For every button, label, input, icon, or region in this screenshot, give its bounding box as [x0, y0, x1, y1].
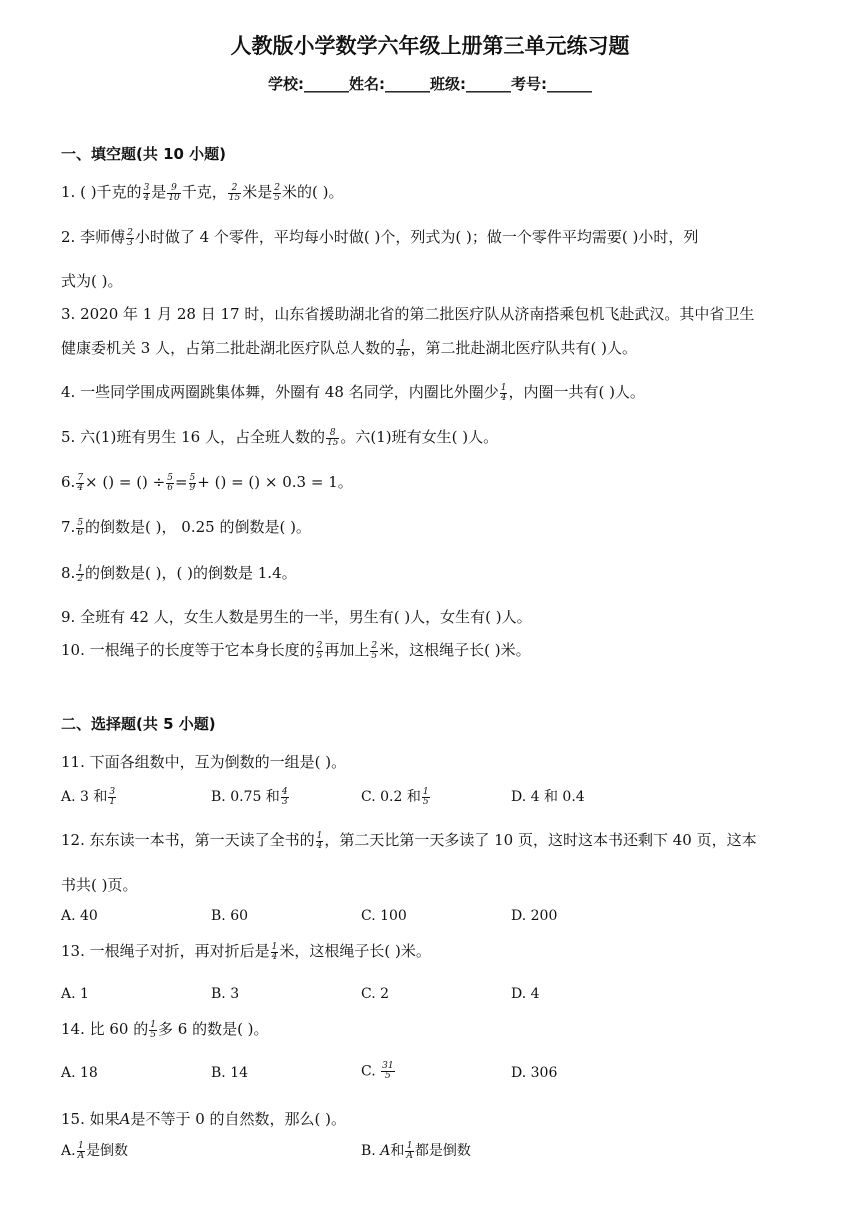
fraction: $\frac{8}{15}$: [326, 427, 339, 448]
question-12-continued: 书共( )页。: [61, 876, 138, 894]
question-2: 2. 李师傅 $\frac{2}{3}$ 小时做了 4 个零件，平均每小时做( )个，列式为( )；做一个零件平均需要( )小时，列: [61, 227, 699, 248]
q11-option-a: A. 3 和 $\frac{3}{1}$: [61, 786, 116, 807]
fraction: $\frac{1}{2}$: [77, 563, 84, 584]
question-14: 14. 比 60 的 $\frac{1}{5}$ 多 6 的数是( )。: [61, 1019, 269, 1040]
fraction: $\frac{1}{5}$: [422, 786, 429, 807]
fraction: $\frac{5}{9}$: [189, 472, 196, 493]
section-fill-in-title: 一、填空题(共 10 小题): [61, 145, 227, 163]
fraction: $\frac{1}{4}$: [500, 382, 507, 403]
fraction: $\frac{2}{5}$: [371, 640, 378, 661]
question-12: 12. 东东读一本书，第一天读了全书的 $\frac{1}{4}$ ，第二天比第一天多读了 10 页，这时这本书还剩下 40 页，这本: [61, 830, 757, 851]
fraction: $\frac{1}{46}$: [397, 338, 409, 359]
q12-option-d: D. 200: [511, 908, 558, 924]
question-10: 10. 一根绳子的长度等于它本身长度的 $\frac{2}{5}$ 再加上 $\frac{2}{5}$ 米，这根绳子长( )米。: [61, 640, 531, 661]
page-title: 人教版小学数学六年级上册第三单元练习题: [230, 34, 630, 58]
q14-option-c: C. $\frac{31}{5}$: [361, 1061, 394, 1081]
q13-option-d: D. 4: [511, 986, 540, 1002]
question-1: 1. ( )千克的 $\frac{3}{4}$ 是 $\frac{9}{10}$ 千克， $\frac{2}{15}$ 米是 $\frac{2}{5}$ 米的( )。: [61, 182, 344, 203]
question-3-continued: 健康委机关 3 人，占第二批赴湖北医疗队总人数的 $\frac{1}{46}$ ，第二批赴湖北医疗队共有( )人。: [61, 338, 638, 359]
q11-option-c: C. 0.2 和 $\frac{1}{5}$: [361, 786, 429, 807]
q13-option-b: B. 3: [211, 986, 240, 1002]
fraction: $\frac{7}{4}$: [77, 472, 84, 493]
section-choice-title: 二、选择题(共 5 小题): [61, 715, 216, 733]
question-6: 6. $\frac{7}{4}$ × () = () ÷ $\frac{5}{6}$ = $\frac{5}{9}$ + () = () × 0.3 = 1。: [61, 472, 353, 493]
fraction: $\frac{31}{5}$: [382, 1061, 394, 1081]
fraction: $\frac{1}{4}$: [271, 941, 278, 962]
question-5: 5. 六(1)班有男生 16 人，占全班人数的 $\frac{8}{15}$ 。六(1)班有女生( )人。: [61, 427, 499, 448]
fraction: $\frac{1}{A}$: [406, 1140, 413, 1161]
fraction: $\frac{1}{4}$: [316, 830, 323, 851]
q14-option-a: A. 18: [61, 1065, 98, 1081]
q12-option-c: C. 100: [361, 908, 407, 924]
question-4: 4. 一些同学围成两圈跳集体舞，外圈有 48 名同学，内圈比外圈少 $\frac{1}{4}$ ，内圈一共有( )人。: [61, 382, 645, 403]
q14-option-b: B. 14: [211, 1065, 249, 1081]
fraction: $\frac{1}{A}$: [77, 1140, 85, 1161]
q13-option-a: A. 1: [61, 986, 89, 1002]
fraction: $\frac{9}{10}$: [168, 182, 180, 203]
fraction: $\frac{3}{1}$: [109, 786, 116, 807]
student-info-line: 学校:______姓名:______班级:______考号:______: [268, 75, 592, 93]
q13-option-c: C. 2: [361, 986, 390, 1002]
fraction: $\frac{5}{6}$: [77, 517, 84, 538]
question-7: 7. $\frac{5}{6}$ 的倒数是( )， 0.25 的倒数是( )。: [61, 517, 311, 538]
q14-option-d: D. 306: [511, 1065, 558, 1081]
q15-option-b: B. A和 $\frac{1}{A}$ 都是倒数: [361, 1140, 471, 1161]
q11-option-b: B. 0.75 和 $\frac{4}{3}$: [211, 786, 288, 807]
fraction: $\frac{5}{6}$: [167, 472, 173, 493]
question-11: 11. 下面各组数中，互为倒数的一组是( )。: [61, 753, 347, 771]
fraction: $\frac{1}{5}$: [150, 1019, 156, 1040]
fraction: $\frac{3}{4}$: [143, 182, 150, 203]
question-15: 15. 如果A是不等于 0 的自然数，那么( )。: [61, 1110, 347, 1128]
fraction: $\frac{2}{15}$: [228, 182, 241, 203]
question-2-continued: 式为( )。: [61, 272, 123, 290]
q12-option-b: B. 60: [211, 908, 249, 924]
q11-option-d: D. 4 和 0.4: [511, 789, 585, 805]
fraction: $\frac{4}{3}$: [281, 786, 288, 807]
question-3: 3. 2020 年 1 月 28 日 17 时，山东省援助湖北省的第二批医疗队从济南搭乘包机飞赴武汉。其中省卫生: [61, 305, 755, 323]
fraction: $\frac{2}{5}$: [274, 182, 280, 203]
q12-option-a: A. 40: [61, 908, 98, 924]
question-13: 13. 一根绳子对折，再对折后是 $\frac{1}{4}$ 米，这根绳子长( )米。: [61, 941, 431, 962]
q15-option-a: A. $\frac{1}{A}$ 是倒数: [61, 1140, 129, 1161]
question-8: 8. $\frac{1}{2}$ 的倒数是( )，( )的倒数是 1.4。: [61, 563, 297, 584]
question-9: 9. 全班有 42 人，女生人数是男生的一半，男生有( )人，女生有( )人。: [61, 608, 532, 626]
fraction: $\frac{2}{5}$: [316, 640, 323, 661]
fraction: $\frac{2}{3}$: [127, 227, 133, 248]
